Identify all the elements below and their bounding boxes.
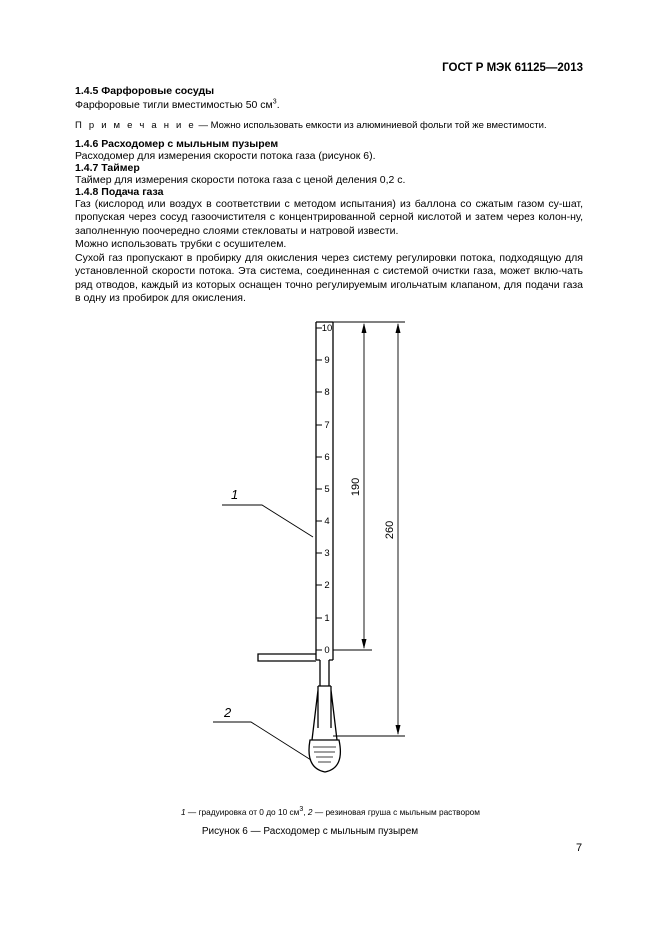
scale-label-5: 5 bbox=[324, 484, 330, 495]
scale-label-4: 4 bbox=[324, 516, 330, 527]
rubber-bulb bbox=[309, 740, 340, 772]
figure-caption: Рисунок 6 — Расходомер с мыльным пузырем bbox=[201, 826, 419, 837]
scale-label-1: 1 bbox=[324, 613, 330, 624]
scale-label-10: 10 bbox=[321, 323, 333, 334]
note: П р и м е ч а н и е — Можно использовать емкости из алюминиевой фольги той же вместимости. bbox=[75, 120, 547, 131]
callout-1: 1 bbox=[231, 487, 239, 502]
note-label: П р и м е ч а н и е bbox=[75, 120, 196, 131]
scale-label-0: 0 bbox=[324, 645, 330, 656]
section-1-4-7-heading: 1.4.7 Таймер bbox=[75, 162, 140, 174]
side-inlet-tube bbox=[258, 654, 316, 661]
running-header: ГОСТ Р МЭК 61125—2013 bbox=[442, 62, 583, 74]
section-1-4-8-paragraph-1: Газ (кислород или воздух в соответствии с методом испытания) из баллона со сжатым газом су-шат, пропуская через сосуд газоочистителя с концентрированной серной кислотой и затем через колон-ну, заполненную поочередно слоями стекловаты и натровой извести. bbox=[75, 198, 583, 237]
section-1-4-5-heading: 1.4.5 Фарфоровые сосуды bbox=[75, 85, 215, 97]
callout-1-leader bbox=[222, 505, 313, 537]
callout-2-leader bbox=[213, 722, 311, 760]
scale-label-6: 6 bbox=[324, 452, 330, 463]
scale-label-7: 7 bbox=[324, 420, 330, 431]
section-1-4-8-heading: 1.4.8 Подача газа bbox=[75, 186, 164, 198]
soap-solution bbox=[313, 747, 336, 762]
scale-label-9: 9 bbox=[324, 355, 330, 366]
bulb-neck bbox=[312, 686, 337, 740]
dimension-260: 260 bbox=[384, 520, 396, 540]
section-1-4-6-heading: 1.4.6 Расходомер с мыльным пузырем bbox=[75, 138, 279, 150]
section-1-4-6-text: Расходомер для измерения скорости потока газа (рисунок 6). bbox=[75, 150, 376, 162]
scale-label-8: 8 bbox=[324, 387, 330, 398]
section-1-4-8-paragraph-2: Можно использовать трубки с осушителем. bbox=[75, 238, 287, 250]
scale-label-2: 2 bbox=[324, 580, 330, 591]
lower-tube bbox=[316, 660, 333, 686]
section-1-4-5-text: Фарфоровые тигли вместимостью 50 $см^3$. bbox=[75, 98, 280, 111]
figure-legend: 1 — градуировка от 0 до 10 $см^3$, 2 — резиновая груша с мыльным раствором bbox=[180, 806, 480, 817]
page-number: 7 bbox=[576, 842, 583, 854]
section-1-4-7-text: Таймер для измерения скорости потока газа с ценой деления 0,2 с. bbox=[75, 174, 406, 186]
section-1-4-8-paragraph-3: Сухой газ пропускают в пробирку для окисления через систему регулировки потока, подходящую для установленной скорости потока. Эта система, соединенная с системой очистки газа, может вклю-чать ряд отводов, каждый из которых оснащен точно регулируемым игольчатым клапаном, для подачи газа в одну из пробирок для окисления. bbox=[75, 252, 583, 305]
dimension-190: 190 bbox=[350, 477, 362, 497]
scale-label-3: 3 bbox=[324, 548, 330, 559]
callout-2: 2 bbox=[224, 705, 232, 720]
scale-ticks bbox=[316, 328, 322, 650]
